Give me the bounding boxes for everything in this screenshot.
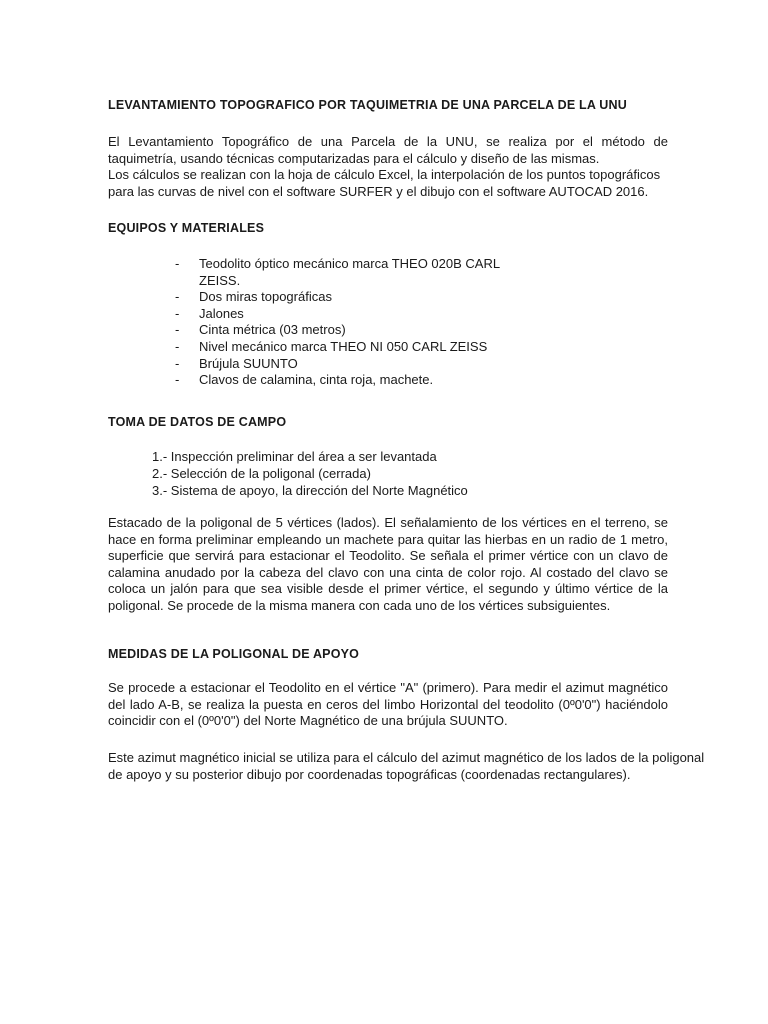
list-item-continuation: ZEISS. xyxy=(199,272,241,288)
list-item xyxy=(175,289,500,306)
list-item-text: Clavos de calamina, cinta roja, machete. xyxy=(199,372,434,388)
intro-line: para las curvas de nivel con el software SURFER y el dibujo con el software AUTOCAD 2016. xyxy=(108,183,649,199)
medidas-paragraph-2 xyxy=(108,750,705,783)
toma-line: poligonal. Se procede de la misma manera con cada uno de los vértices subsiguientes. xyxy=(108,597,611,613)
toma-paragraph xyxy=(108,515,668,615)
medidas-line: Este azimut magnético inicial se utiliza para el cálculo del azimut magnético de los lados de la poligonal xyxy=(108,750,705,765)
step-item: 2.- Selección de la poligonal (cerrada) xyxy=(152,466,371,481)
toma-line: hace en forma preliminar empleando un machete para quitar las hierbas en un radio de 1 metro, xyxy=(108,531,668,547)
list-item xyxy=(175,339,500,356)
toma-line: calamina anudado por la cabeza del clavo con una cinta de color rojo. Al costado del clavo se xyxy=(108,564,668,580)
list-dash: - xyxy=(175,289,180,305)
list-dash: - xyxy=(175,338,180,354)
list-dash: - xyxy=(175,355,180,371)
document-title: LEVANTAMIENTO TOPOGRAFICO POR TAQUIMETRIA DE UNA PARCELA DE LA UNU xyxy=(108,98,627,112)
list-item xyxy=(175,322,500,339)
toma-line: Estacado de la poligonal de 5 vértices (lados). El señalamiento de los vértices en el terreno, se xyxy=(108,515,668,530)
intro-paragraph xyxy=(108,134,668,200)
list-item-text: Cinta métrica (03 metros) xyxy=(199,322,346,338)
list-item xyxy=(175,306,500,323)
list-item-text: Teodolito óptico mecánico marca THEO 020B CARL xyxy=(199,256,501,271)
list-dash: - xyxy=(175,372,180,388)
intro-line: El Levantamiento Topográfico de una Parcela de la UNU, se realiza por el método de xyxy=(108,134,668,149)
medidas-line: Se procede a estacionar el Teodolito en el vértice "A" (primero). Para medir el azimut magnético xyxy=(108,680,668,695)
intro-line: taquimetría, usando técnicas computarizadas para el cálculo y diseño de las mismas. xyxy=(108,150,600,166)
medidas-line: del lado A-B, se realiza la puesta en ceros del limbo Horizontal del teodolito (0º0'0") haciéndolo xyxy=(108,696,668,712)
list-dash: - xyxy=(175,322,180,338)
toma-line: superficie que servirá para estacionar el Teodolito. Se señala el primer vértice con un clavo de xyxy=(108,548,668,564)
medidas-paragraph-1 xyxy=(108,680,668,730)
step-item: 1.- Inspección preliminar del área a ser levantada xyxy=(152,449,437,464)
steps-list xyxy=(152,448,468,499)
list-item xyxy=(175,356,500,373)
list-dash: - xyxy=(175,305,180,321)
intro-line: Los cálculos se realizan con la hoja de cálculo Excel, la interpolación de los puntos topográficos xyxy=(108,167,661,183)
list-item xyxy=(175,256,500,289)
list-item-text: Jalones xyxy=(199,305,244,321)
list-dash: - xyxy=(175,256,180,271)
list-item-text: Dos miras topográficas xyxy=(199,289,332,305)
list-item xyxy=(175,372,500,389)
section-heading-toma: TOMA DE DATOS DE CAMPO xyxy=(108,415,287,429)
equipment-list xyxy=(175,256,500,389)
step-item: 3.- Sistema de apoyo, la dirección del Norte Magnético xyxy=(152,483,468,498)
toma-line: coloca un jalón para que sea visible desde el primer vértice, el segundo y último vértice de la xyxy=(108,581,668,597)
list-item-text: Nivel mecánico marca THEO NI 050 CARL ZEISS xyxy=(199,338,488,354)
medidas-line: coincidir con el (0º0'0") del Norte Magnético de una brújula SUUNTO. xyxy=(108,713,508,729)
section-heading-equipos: EQUIPOS Y MATERIALES xyxy=(108,221,265,235)
medidas-line: de apoyo y su posterior dibujo por coordenadas topográficas (coordenadas rectangulares). xyxy=(108,766,631,782)
list-item-text: Brújula SUUNTO xyxy=(199,355,298,371)
section-heading-medidas: MEDIDAS DE LA POLIGONAL DE APOYO xyxy=(108,647,360,661)
